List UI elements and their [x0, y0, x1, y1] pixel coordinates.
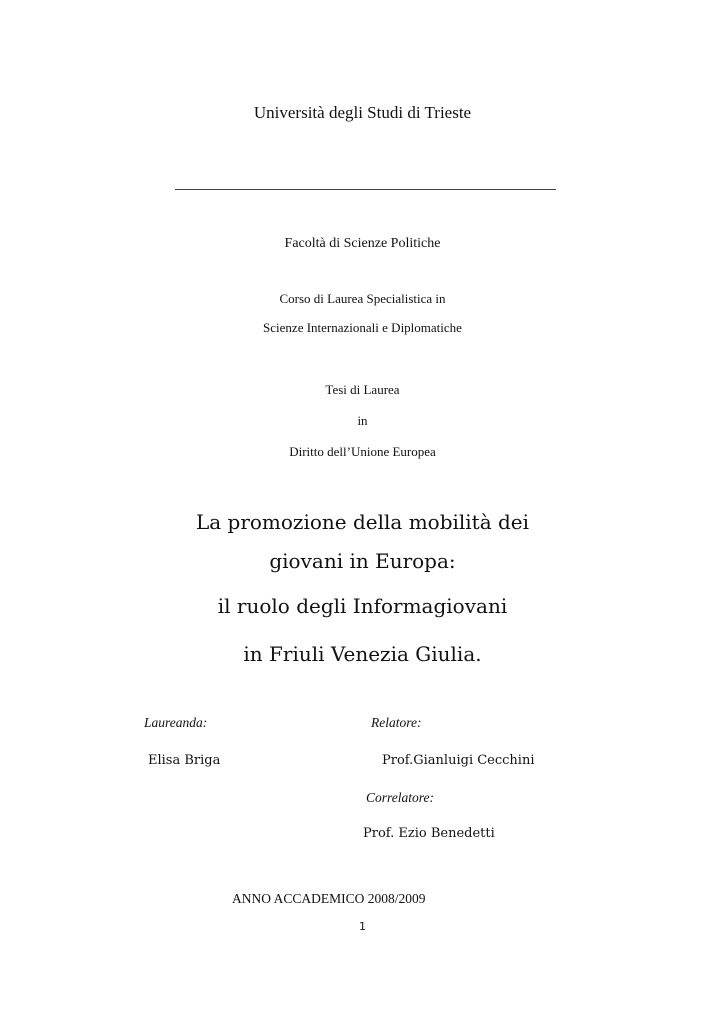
- page-number: 1: [359, 920, 366, 933]
- relatore-label: Relatore:: [371, 715, 422, 730]
- course-line-1: Corso di Laurea Specialistica in: [279, 291, 446, 306]
- thesis-title-line-1: La promozione della mobilità dei: [195, 510, 530, 534]
- thesis-title-line-3: il ruolo degli Informagiovani: [217, 594, 508, 618]
- academic-year: ANNO ACCADEMICO 2008/2009: [232, 891, 426, 906]
- thesis-connector: in: [357, 413, 368, 428]
- thesis-title-line-2: giovani in Europa:: [269, 549, 456, 573]
- laureanda-name: Elisa Briga: [148, 753, 221, 768]
- thesis-type: Tesi di Laurea: [325, 382, 400, 397]
- thesis-subject: Diritto dell’Unione Europea: [289, 444, 436, 459]
- university-name: Università degli Studi di Trieste: [253, 103, 472, 122]
- laureanda-label: Laureanda:: [144, 715, 208, 730]
- horizontal-divider: [175, 189, 556, 190]
- correlatore-label: Correlatore:: [366, 790, 434, 805]
- course-line-2: Scienze Internazionali e Diplomatiche: [263, 320, 462, 335]
- faculty-name: Facoltà di Scienze Politiche: [284, 236, 441, 251]
- correlatore-name: Prof. Ezio Benedetti: [363, 826, 495, 841]
- relatore-name: Prof.Gianluigi Cecchini: [382, 753, 535, 768]
- thesis-title-line-4: in Friuli Venezia Giulia.: [243, 642, 482, 666]
